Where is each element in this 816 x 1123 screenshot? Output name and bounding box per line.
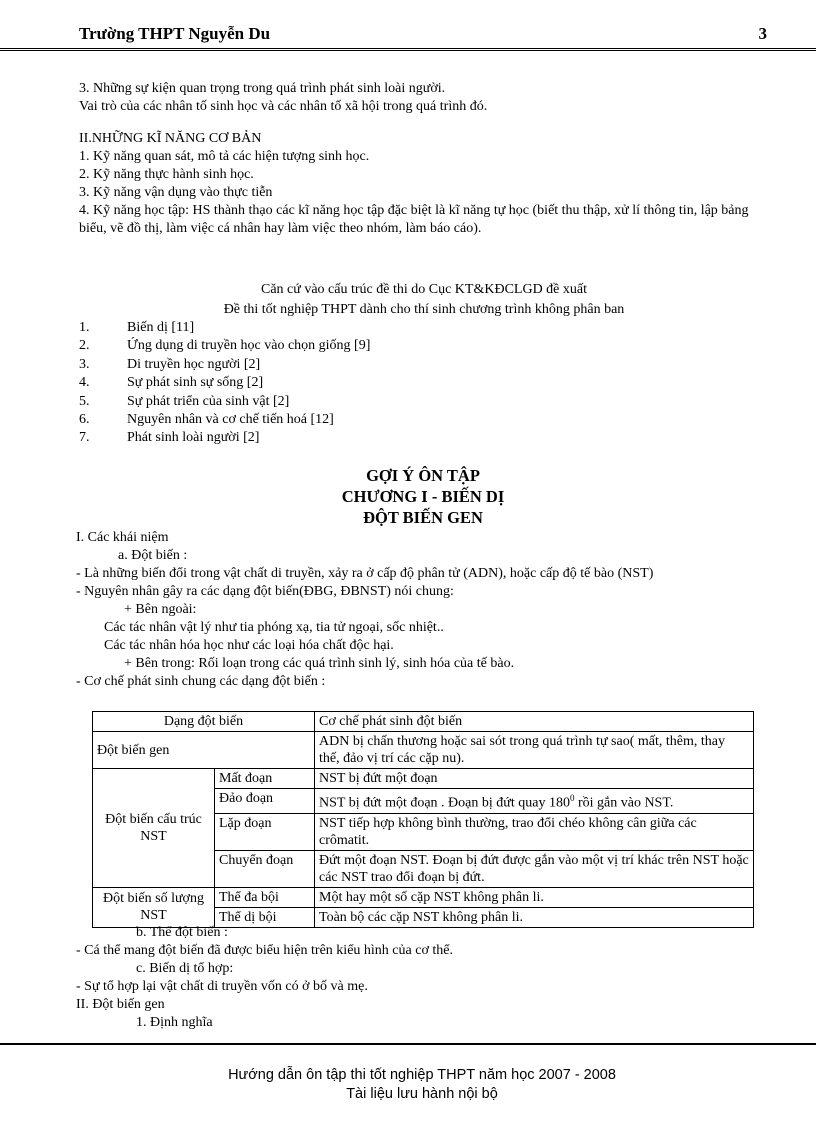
table-cell: Lặp đoạn xyxy=(215,813,315,850)
table-cell: Toàn bộ các cặp NST không phân li. xyxy=(315,907,754,927)
topic-line: 3. Những sự kiện quan trọng trong quá trình phát sinh loài người. xyxy=(79,81,446,96)
concept-sub: 1. Định nghĩa xyxy=(136,1015,213,1030)
table-cell xyxy=(315,789,754,814)
table-cell: Thể đa bội xyxy=(215,887,315,907)
skill-item: 3. Kỹ năng vận dụng vào thực tiễn xyxy=(79,185,273,200)
header-rule xyxy=(0,48,816,51)
concept-line: + Bên ngoài: xyxy=(124,602,197,617)
table-cell: Một hay một số cặp NST không phân li. xyxy=(315,887,754,907)
structure-item-text: Phát sinh loài người [2] xyxy=(127,430,260,446)
skill-item: 2. Kỹ năng thực hành sinh học. xyxy=(79,167,254,182)
structure-item-text: Di truyền học người [2] xyxy=(127,356,261,372)
skill-item: 1. Kỹ năng quan sát, mô tả các hiện tượng sinh học. xyxy=(79,149,370,164)
table-cell: Đột biến gen xyxy=(93,732,315,769)
structure-item-number: 1. xyxy=(79,320,90,335)
table-row xyxy=(93,732,754,769)
concept-heading: I. Các khái niệm xyxy=(76,530,169,545)
concept-line: - Cá thể mang đột biến đã được biểu hiện trên kiểu hình của cơ thể. xyxy=(76,943,453,958)
degree-sup: 0 xyxy=(569,793,575,803)
structure-item xyxy=(79,411,769,429)
table-cell: Đột biến số lượng NST xyxy=(93,887,215,927)
concept-line: + Bên trong: Rối loạn trong các quá trình sinh lý, sinh hóa của tế bào. xyxy=(124,656,515,671)
section-heading: II.NHỮNG KĨ NĂNG CƠ BẢN xyxy=(79,131,262,146)
structure-list xyxy=(79,319,769,448)
concept-line: - Là những biến đổi trong vật chất di truyền, xảy ra ở cấp độ phân tử (ADN), hoặc cấp độ tế bào (NST) xyxy=(76,566,654,581)
table-header-row xyxy=(93,712,754,732)
structure-item xyxy=(79,393,769,411)
structure-item-text: Nguyên nhân và cơ chế tiến hoá [12] xyxy=(127,412,334,428)
concept-sub: a. Đột biến : xyxy=(118,548,188,563)
concept-line: - Sự tổ hợp lại vật chất di truyền vốn có ở bố và mẹ. xyxy=(76,979,368,994)
footer-rule xyxy=(0,1043,816,1045)
table-row xyxy=(93,887,754,907)
structure-item-number: 7. xyxy=(79,430,90,446)
table-cell: ADN bị chấn thương hoặc sai sót trong quá trình tự sao( mất, thêm, thay thế, đảo vị trí các cặp nu). xyxy=(315,732,754,769)
structure-item xyxy=(79,374,769,392)
concept-line: - Cơ chế phát sinh chung các dạng đột biến : xyxy=(76,674,326,689)
table-cell: Thể dị bội xyxy=(215,907,315,927)
structure-item xyxy=(79,337,769,355)
chapter-title: ĐỘT BIẾN GEN xyxy=(363,508,483,527)
chapter-title: GỢI Ý ÔN TẬP xyxy=(366,466,480,485)
table-cell: NST tiếp hợp không bình thường, trao đổi chéo không cân giữa các crômatit. xyxy=(315,813,754,850)
exam-structure xyxy=(79,281,769,448)
after-table-block xyxy=(76,924,766,1032)
structure-item-text: Ứng dụng di truyền học vào chọn giống [9] xyxy=(127,338,371,354)
concept-line: Các tác nhân hóa học như các loại hóa chất độc hại. xyxy=(104,638,394,653)
structure-item xyxy=(79,319,769,337)
cell-text: NST bị đứt một đoạn . Đoạn bị đứt quay 180 xyxy=(319,795,570,811)
topic-line: Vai trò của các nhân tố sinh học và các nhân tố xã hội trong quá trình đó. xyxy=(79,99,488,114)
structure-item xyxy=(79,429,769,447)
intro-block xyxy=(79,80,769,238)
skill-item: 4. Kỹ năng học tập: HS thành thạo các kĩ năng học tập đặc biệt là kĩ năng tự học (biết thu thập, xử lí thông tin, lập bảng biểu, vẽ đồ thị, làm việc cá nhân hay làm việc theo nhóm, làm báo cáo). xyxy=(79,203,749,236)
table-cell: NST bị đứt một đoạn xyxy=(315,769,754,789)
footer-line: Tài liệu lưu hành nội bộ xyxy=(346,1086,498,1102)
table-cell: Chuyển đoạn xyxy=(215,850,315,887)
structure-item-number: 6. xyxy=(79,412,90,428)
structure-item-number: 5. xyxy=(79,393,90,409)
section-heading: II. Đột biến gen xyxy=(76,997,165,1012)
structure-item-text: Sự phát triển của sinh vật [2] xyxy=(127,393,290,409)
page-footer xyxy=(0,1066,816,1104)
chapter-title: CHƯƠNG I - BIẾN DỊ xyxy=(341,487,505,506)
structure-line: Đề thi tốt nghiệp THPT dành cho thí sinh chương trình không phân ban xyxy=(223,302,625,317)
table-cell: Đứt một đoạn NST. Đoạn bị đứt được gắn vào một vị trí khác trên NST hoặc các NST trao đổi đoạn bị đứt. xyxy=(315,850,754,887)
cell-text: rồi gắn vào NST. xyxy=(574,795,674,811)
chapter-titles xyxy=(79,465,767,528)
structure-item-number: 3. xyxy=(79,356,90,372)
table-cell: Mất đoạn xyxy=(215,769,315,789)
mutation-table xyxy=(92,711,754,928)
structure-item-text: Biến dị [11] xyxy=(127,320,195,335)
concept-line: - Nguyên nhân gây ra các dạng đột biến(ĐBG, ĐBNST) nói chung: xyxy=(76,584,454,599)
page-number: 3 xyxy=(758,24,767,43)
table-header: Dạng đột biến xyxy=(93,712,315,732)
structure-item-number: 4. xyxy=(79,375,90,391)
school-name: Trường THPT Nguyễn Du xyxy=(79,24,271,43)
structure-item-text: Sự phát sinh sự sống [2] xyxy=(127,375,264,391)
structure-item xyxy=(79,356,769,374)
concepts-block xyxy=(76,529,766,691)
footer-line: Hướng dẫn ôn tập thi tốt nghiệp THPT năm học 2007 - 2008 xyxy=(228,1067,616,1083)
table-cell: Đảo đoạn xyxy=(215,789,315,814)
concept-line: Các tác nhân vật lý như tia phóng xạ, tia tử ngoại, sốc nhiệt.. xyxy=(104,620,444,635)
structure-item-number: 2. xyxy=(79,338,90,354)
table-cell: Đột biến cấu trúc NST xyxy=(93,769,215,888)
concept-sub: c. Biến dị tổ hợp: xyxy=(136,961,234,976)
table-row xyxy=(93,769,754,789)
structure-line: Căn cứ vào cấu trúc đề thi do Cục KT&KĐCLGD đề xuất xyxy=(260,282,587,297)
table-header: Cơ chế phát sinh đột biến xyxy=(315,712,754,732)
concept-sub: b. Thể đột biến : xyxy=(136,925,228,940)
